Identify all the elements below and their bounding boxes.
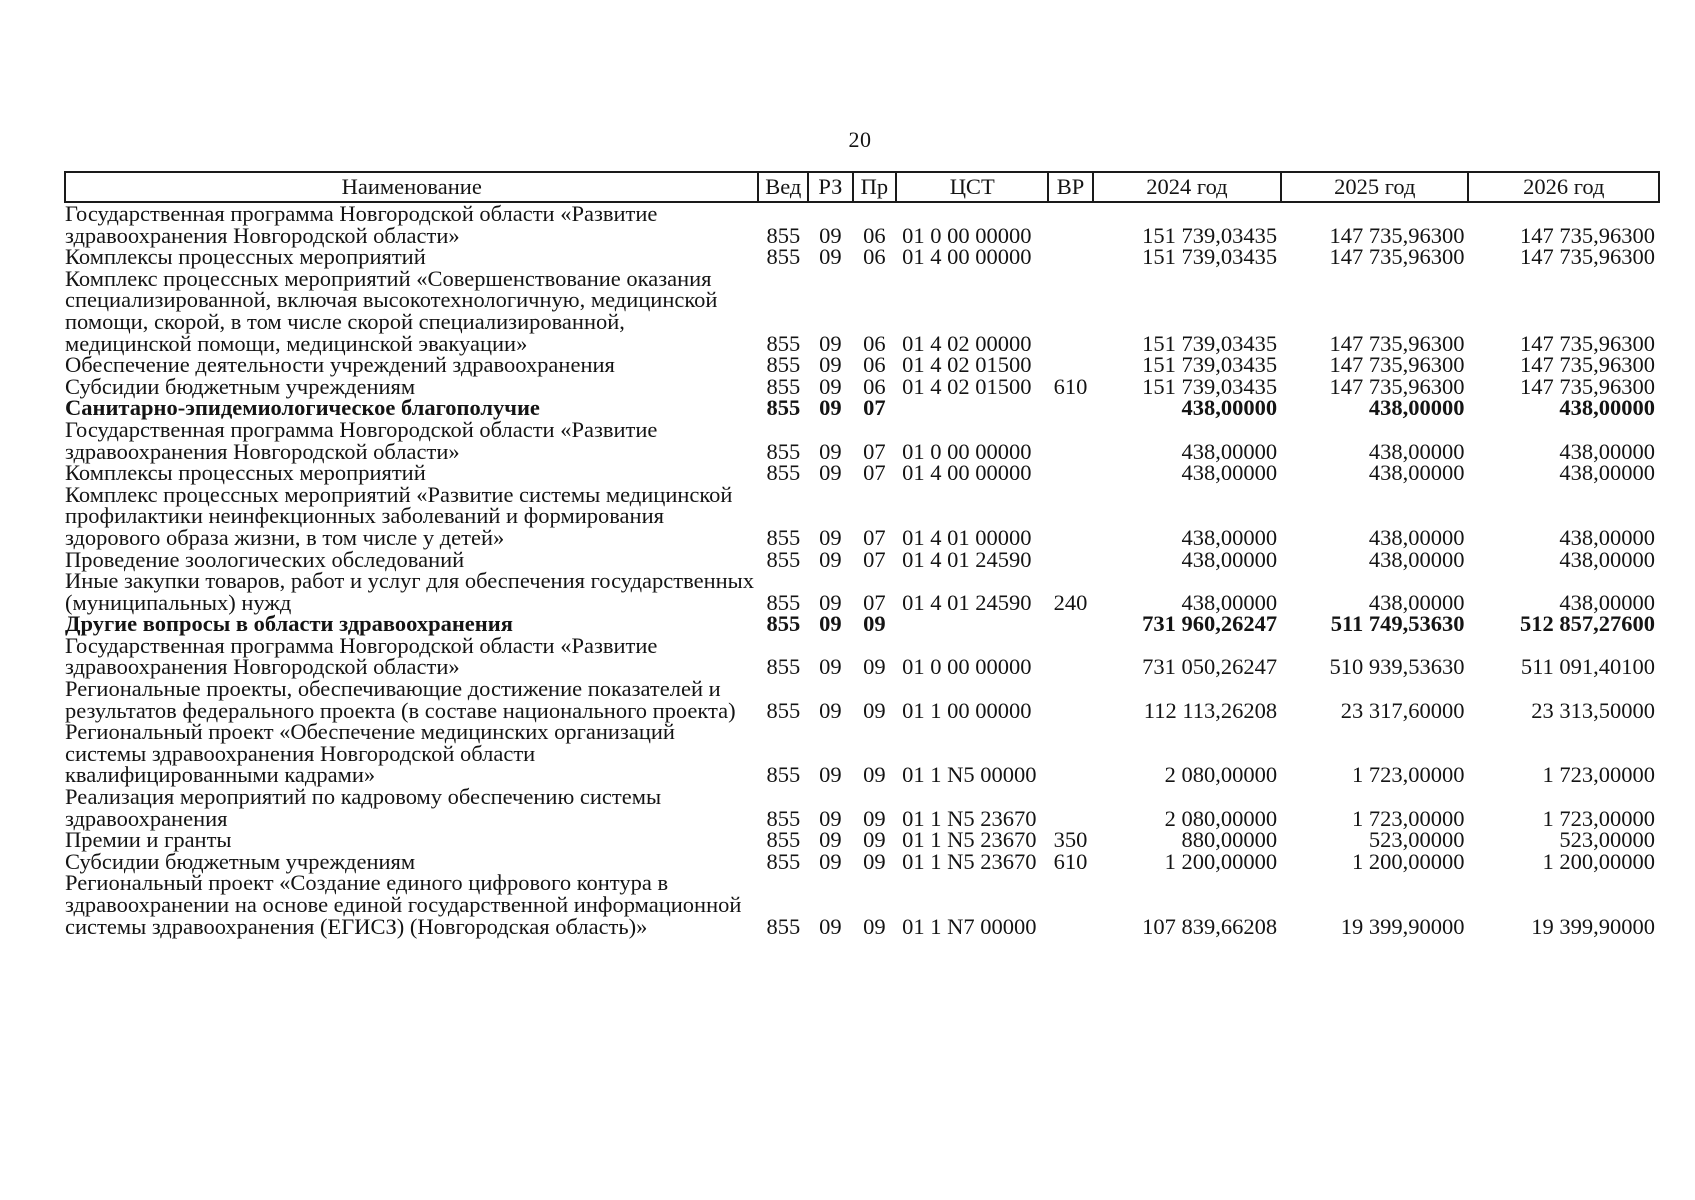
table-row — [65, 721, 1659, 786]
cell-ved: 855 — [766, 654, 801, 680]
cell-vr: 240 — [1053, 589, 1088, 615]
cell-vr — [1048, 786, 1093, 829]
cell-y2024: 151 739,03435 — [1142, 373, 1278, 399]
cell-pr: 07 — [863, 395, 886, 421]
cell-y2025: 147 735,96300 — [1329, 244, 1465, 270]
cell-ved: 855 — [766, 222, 801, 248]
table-row — [65, 851, 1659, 873]
cell-name: Премии и гранты — [65, 827, 232, 853]
cell-y2026: 523,00000 — [1559, 827, 1655, 853]
table-row — [65, 613, 1659, 635]
cell-vr — [1048, 678, 1093, 721]
cell-name: Санитарно-эпидемиологическое благополучие — [65, 395, 540, 421]
cell-y2024: 438,00000 — [1181, 524, 1278, 550]
cell-y2025: 23 317,60000 — [1340, 697, 1465, 723]
cell-rz: 09 — [819, 827, 842, 853]
cell-cst: 01 4 01 24590 — [902, 589, 1032, 615]
cell-y2026: 147 735,96300 — [1520, 222, 1655, 248]
cell-y2026: 511 091,40100 — [1520, 654, 1655, 680]
cell-vr — [1048, 549, 1093, 571]
cell-vr — [1048, 202, 1093, 246]
cell-vr — [1048, 721, 1093, 786]
col-header-name: Наименование — [65, 172, 758, 202]
cell-name: Комплексы процессных мероприятий — [65, 244, 426, 270]
cell-rz: 09 — [819, 395, 842, 421]
cell-vr — [1048, 872, 1093, 937]
cell-y2026: 438,00000 — [1559, 524, 1655, 550]
cell-ved: 855 — [766, 762, 801, 788]
table-row — [65, 635, 1659, 678]
table-row — [65, 202, 1659, 246]
cell-y2025: 147 735,96300 — [1329, 330, 1465, 356]
cell-y2025: 1 200,00000 — [1351, 848, 1465, 874]
cell-cst: 01 1 N5 23670 — [902, 848, 1037, 874]
cell-pr: 09 — [863, 848, 886, 874]
cell-y2025: 438,00000 — [1368, 460, 1465, 486]
cell-cst — [896, 397, 1048, 419]
cell-y2024: 151 739,03435 — [1142, 244, 1278, 270]
cell-pr: 09 — [863, 827, 886, 853]
cell-pr: 07 — [863, 589, 886, 615]
cell-name: Реализация мероприятий по кадровому обеспечению системы здравоохранения — [65, 784, 662, 831]
cell-y2024: 151 739,03435 — [1142, 222, 1278, 248]
cell-pr: 09 — [863, 762, 886, 788]
cell-rz: 09 — [819, 848, 842, 874]
cell-rz: 09 — [819, 589, 842, 615]
cell-y2025: 147 735,96300 — [1329, 222, 1465, 248]
table-row — [65, 484, 1659, 549]
cell-name: Иные закупки товаров, работ и услуг для обеспечения государственных (муниципальных) нужд — [65, 568, 755, 615]
cell-vr — [1048, 462, 1093, 484]
cell-name: Государственная программа Новгородской области «Развитие здравоохранения Новгородской области» — [65, 416, 658, 464]
cell-pr: 07 — [863, 438, 886, 464]
table-header — [65, 172, 1659, 202]
cell-vr — [1048, 613, 1093, 635]
cell-ved: 855 — [766, 827, 801, 853]
cell-y2026: 438,00000 — [1559, 460, 1655, 486]
cell-name: Государственная программа Новгородской области «Развитие здравоохранения Новгородской области» — [65, 632, 658, 680]
cell-vr — [1048, 268, 1093, 354]
cell-ved: 855 — [766, 913, 801, 939]
cell-name: Субсидии бюджетным учреждениям — [65, 848, 416, 874]
cell-y2025: 19 399,90000 — [1340, 913, 1465, 939]
cell-y2025: 438,00000 — [1368, 395, 1465, 421]
col-header-rz: РЗ — [808, 172, 853, 202]
cell-pr: 06 — [863, 244, 886, 270]
cell-y2025: 438,00000 — [1368, 524, 1465, 550]
cell-y2026: 147 735,96300 — [1520, 330, 1655, 356]
cell-pr: 06 — [863, 330, 886, 356]
cell-pr: 09 — [863, 913, 886, 939]
cell-cst: 01 1 00 00000 — [902, 697, 1032, 723]
cell-y2026: 438,00000 — [1559, 589, 1655, 615]
col-header-cst: ЦСТ — [896, 172, 1048, 202]
cell-vr — [1048, 246, 1093, 268]
cell-cst: 01 1 N7 00000 — [902, 913, 1037, 939]
cell-y2026: 438,00000 — [1559, 546, 1655, 572]
cell-y2026: 23 313,50000 — [1531, 697, 1655, 723]
cell-name: Другие вопросы в области здравоохранения — [65, 611, 513, 637]
cell-cst — [896, 613, 1048, 635]
cell-y2026: 19 399,90000 — [1531, 913, 1655, 939]
table-row — [65, 678, 1659, 721]
cell-name: Обеспечение деятельности учреждений здравоохранения — [65, 352, 615, 378]
cell-y2025: 511 749,53630 — [1330, 611, 1465, 637]
cell-ved: 855 — [766, 373, 801, 399]
cell-rz: 09 — [819, 654, 842, 680]
cell-y2024: 438,00000 — [1181, 395, 1278, 421]
cell-vr — [1048, 635, 1093, 678]
cell-ved: 855 — [766, 589, 801, 615]
table-row — [65, 397, 1659, 419]
col-header-vr: ВР — [1048, 172, 1093, 202]
cell-vr: 350 — [1053, 827, 1088, 853]
cell-cst: 01 0 00 00000 — [902, 654, 1032, 680]
cell-ved: 855 — [766, 438, 801, 464]
cell-cst: 01 4 00 00000 — [902, 244, 1032, 270]
cell-pr: 09 — [863, 697, 886, 723]
table-row — [65, 376, 1659, 398]
cell-cst: 01 1 N5 00000 — [902, 762, 1037, 788]
cell-rz: 09 — [819, 330, 842, 356]
cell-ved: 855 — [766, 524, 801, 550]
col-header-2025: 2025 год — [1281, 172, 1468, 202]
cell-y2025: 147 735,96300 — [1329, 373, 1465, 399]
table-row — [65, 829, 1659, 851]
cell-pr: 07 — [863, 460, 886, 486]
col-header-pr: Пр — [853, 172, 896, 202]
cell-rz: 09 — [819, 546, 842, 572]
table-row — [65, 570, 1659, 613]
cell-ved: 855 — [766, 546, 801, 572]
cell-ved: 855 — [766, 611, 801, 637]
cell-name: Проведение зоологических обследований — [65, 546, 465, 572]
cell-name: Региональные проекты, обеспечивающие достижение показателей и результатов федерального проекта (в составе национального проекта) — [65, 676, 736, 723]
table-row — [65, 786, 1659, 829]
cell-vr: 610 — [1053, 848, 1088, 874]
cell-ved: 855 — [766, 697, 801, 723]
cell-rz: 09 — [819, 244, 842, 270]
cell-y2025: 438,00000 — [1368, 546, 1465, 572]
cell-y2026: 147 735,96300 — [1520, 352, 1655, 378]
cell-ved: 855 — [766, 352, 801, 378]
cell-y2025: 438,00000 — [1368, 438, 1465, 464]
cell-y2024: 151 739,03435 — [1142, 352, 1278, 378]
cell-y2024: 151 739,03435 — [1142, 330, 1278, 356]
table-row — [65, 246, 1659, 268]
cell-name: Государственная программа Новгородской области «Развитие здравоохранения Новгородской области» — [65, 201, 658, 248]
cell-cst: 01 4 02 01500 — [902, 352, 1032, 378]
cell-vr — [1048, 397, 1093, 419]
col-header-ved: Вед — [758, 172, 808, 202]
cell-cst: 01 4 02 01500 — [902, 373, 1032, 399]
cell-pr: 06 — [863, 352, 886, 378]
cell-y2025: 438,00000 — [1368, 589, 1465, 615]
cell-y2024: 1 200,00000 — [1164, 848, 1278, 874]
cell-name: Субсидии бюджетным учреждениям — [65, 373, 416, 399]
cell-y2025: 1 723,00000 — [1351, 762, 1465, 788]
cell-name: Комплекс процессных мероприятий «Развитие системы медицинской профилактики неинфекционных заболеваний и формирования здорового образа жизни, в том числе у детей» — [65, 481, 733, 550]
cell-cst: 01 1 N5 23670 — [902, 827, 1037, 853]
cell-cst: 01 4 01 24590 — [902, 546, 1032, 572]
cell-y2026: 147 735,96300 — [1520, 373, 1655, 399]
cell-ved: 855 — [766, 244, 801, 270]
cell-ved: 855 — [766, 848, 801, 874]
cell-ved: 855 — [766, 330, 801, 356]
col-header-2024: 2024 год — [1093, 172, 1281, 202]
cell-cst: 01 1 N5 23670 — [902, 805, 1037, 831]
cell-rz: 09 — [819, 460, 842, 486]
cell-vr — [1048, 484, 1093, 549]
page-number: 20 — [848, 127, 872, 152]
cell-cst: 01 4 01 00000 — [902, 524, 1032, 550]
cell-pr: 06 — [863, 222, 886, 248]
col-header-2026: 2026 год — [1468, 172, 1659, 202]
cell-rz: 09 — [819, 222, 842, 248]
cell-y2024: 438,00000 — [1181, 460, 1278, 486]
table-row — [65, 268, 1659, 354]
cell-rz: 09 — [819, 438, 842, 464]
cell-cst: 01 0 00 00000 — [902, 438, 1032, 464]
cell-cst: 01 0 00 00000 — [902, 222, 1032, 248]
table-row — [65, 872, 1659, 937]
table-body — [65, 202, 1659, 937]
cell-name: Комплекс процессных мероприятий «Совершенствование оказания специализированной, включая высокотехнологичную, медицинской помощи, скорой, в том числе скорой специализированной, медицинской помощи, медицинской эвакуации» — [65, 265, 718, 356]
cell-y2025: 1 723,00000 — [1351, 805, 1465, 831]
cell-y2026: 438,00000 — [1559, 395, 1655, 421]
cell-pr: 09 — [863, 805, 886, 831]
cell-y2025: 147 735,96300 — [1329, 352, 1465, 378]
cell-rz: 09 — [819, 352, 842, 378]
cell-y2026: 512 857,27600 — [1520, 611, 1655, 637]
cell-y2024: 2 080,00000 — [1164, 762, 1278, 788]
budget-table — [64, 171, 1660, 937]
cell-cst: 01 4 02 00000 — [902, 330, 1032, 356]
cell-y2024: 438,00000 — [1181, 546, 1278, 572]
cell-name: Комплексы процессных мероприятий — [65, 460, 426, 486]
cell-ved: 855 — [766, 395, 801, 421]
cell-vr: 610 — [1053, 373, 1088, 399]
cell-pr: 06 — [863, 373, 886, 399]
table-row — [65, 462, 1659, 484]
cell-y2026: 1 723,00000 — [1542, 805, 1655, 831]
table-row — [65, 419, 1659, 462]
cell-rz: 09 — [819, 611, 842, 637]
cell-rz: 09 — [819, 373, 842, 399]
cell-name: Региональный проект «Обеспечение медицинских организаций системы здравоохранения Новгородской области квалифицированными кадрами» — [65, 719, 675, 788]
cell-y2025: 523,00000 — [1368, 827, 1465, 853]
cell-y2024: 880,00000 — [1181, 827, 1278, 853]
cell-y2026: 147 735,96300 — [1520, 244, 1655, 270]
cell-y2026: 438,00000 — [1559, 438, 1655, 464]
cell-vr — [1048, 354, 1093, 376]
cell-y2024: 438,00000 — [1181, 589, 1278, 615]
cell-rz: 09 — [819, 697, 842, 723]
cell-cst: 01 4 00 00000 — [902, 460, 1032, 486]
cell-rz: 09 — [819, 913, 842, 939]
cell-name: Региональный проект «Создание единого цифрового контура в здравоохранении на основе единой государственной информационной системы здравоохранения (ЕГИСЗ) (Новгородская область)» — [65, 870, 742, 939]
cell-y2024: 438,00000 — [1181, 438, 1278, 464]
cell-y2024: 731 050,26247 — [1142, 654, 1278, 680]
cell-y2024: 731 960,26247 — [1142, 611, 1278, 637]
cell-y2026: 1 200,00000 — [1542, 848, 1655, 874]
cell-ved: 855 — [766, 805, 801, 831]
cell-vr — [1048, 419, 1093, 462]
cell-y2024: 107 839,66208 — [1142, 913, 1278, 939]
cell-pr: 07 — [863, 524, 886, 550]
cell-y2024: 112 113,26208 — [1143, 697, 1278, 723]
cell-y2024: 2 080,00000 — [1164, 805, 1278, 831]
cell-y2025: 510 939,53630 — [1329, 654, 1465, 680]
table-row — [65, 549, 1659, 571]
cell-rz: 09 — [819, 805, 842, 831]
cell-pr: 09 — [863, 611, 886, 637]
cell-rz: 09 — [819, 762, 842, 788]
cell-ved: 855 — [766, 460, 801, 486]
cell-y2026: 1 723,00000 — [1542, 762, 1655, 788]
cell-rz: 09 — [819, 524, 842, 550]
table-row — [65, 354, 1659, 376]
cell-pr: 09 — [863, 654, 886, 680]
cell-pr: 07 — [863, 546, 886, 572]
